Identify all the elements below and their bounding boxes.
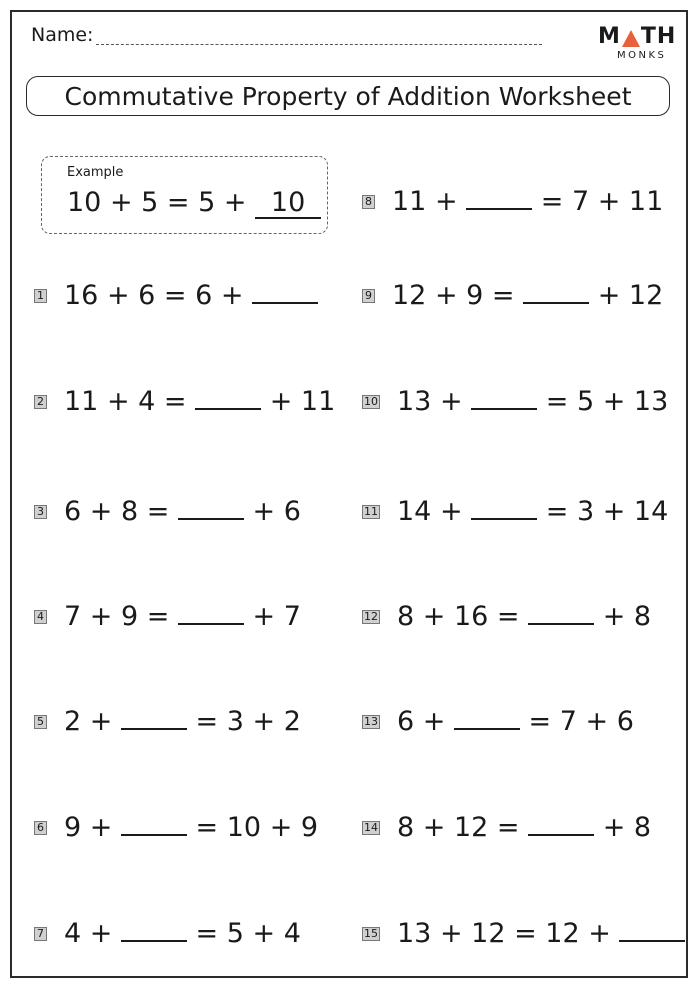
equation-after: = 3 + 2: [186, 706, 301, 737]
equation-before: 16 + 6 = 6 +: [64, 280, 253, 311]
problem-3: [34, 496, 301, 527]
example-equation: [67, 187, 321, 219]
answer-blank[interactable]: [178, 496, 244, 520]
problem-2: [34, 386, 335, 417]
problem-5: [34, 706, 301, 737]
equation-before: 2 +: [64, 706, 121, 737]
equation: [397, 601, 651, 632]
problem-number: 2: [34, 395, 47, 409]
problem-number: 8: [362, 195, 375, 209]
equation: [397, 386, 668, 417]
equation-before: 8 + 16 =: [397, 601, 529, 632]
equation: [64, 280, 318, 311]
equation-before: 7 + 9 =: [64, 601, 178, 632]
problem-10: [362, 386, 668, 417]
problem-number: 11: [364, 505, 378, 518]
equation-before: 13 +: [397, 386, 472, 417]
example-prefix: 10 + 5 = 5 +: [67, 187, 256, 218]
answer-blank[interactable]: [619, 918, 685, 942]
name-input-line[interactable]: [96, 44, 542, 45]
equation-before: 11 + 4 =: [64, 386, 196, 417]
example-box: [41, 156, 328, 234]
answer-blank[interactable]: [195, 386, 261, 410]
answer-blank[interactable]: [528, 812, 594, 836]
equation: [397, 918, 685, 949]
problem-number: 1: [34, 289, 47, 303]
math-monks-logo: [598, 26, 678, 61]
equation-after: + 8: [594, 812, 652, 843]
problem-15: [362, 918, 685, 949]
equation-after: + 8: [594, 601, 652, 632]
equation: [397, 706, 634, 737]
example-answer: 10: [255, 189, 321, 219]
problem-number: 6: [34, 821, 47, 835]
problem-6: [34, 812, 318, 843]
example-label: Example: [67, 165, 124, 180]
problem-14: [362, 812, 651, 843]
answer-blank[interactable]: [121, 918, 187, 942]
answer-blank[interactable]: [528, 601, 594, 625]
equation: [64, 918, 301, 949]
problem-number: 15: [364, 927, 378, 940]
problem-1: [34, 280, 318, 311]
problem-number: 3: [34, 505, 47, 519]
problem-4: [34, 601, 301, 632]
logo-th: TH: [640, 24, 677, 49]
answer-blank[interactable]: [178, 601, 244, 625]
equation: [64, 386, 335, 417]
problem-number: 5: [34, 715, 47, 729]
problem-number: 7: [34, 927, 47, 941]
answer-blank[interactable]: [523, 280, 589, 304]
problem-8: [362, 186, 663, 217]
equation-before: 14 +: [397, 496, 472, 527]
answer-blank[interactable]: [454, 706, 520, 730]
problem-number: 10: [364, 395, 378, 408]
problem-7: [34, 918, 301, 949]
name-label: Name:: [31, 24, 94, 46]
logo-m: M: [598, 24, 621, 49]
problem-number: 14: [364, 821, 378, 834]
equation-after: = 10 + 9: [186, 812, 319, 843]
problem-11: [362, 496, 668, 527]
equation-before: 4 +: [64, 918, 121, 949]
equation-after: = 7 + 11: [532, 186, 664, 217]
equation-before: 6 + 8 =: [64, 496, 178, 527]
problem-number: 12: [364, 610, 378, 623]
equation-before: 13 + 12 = 12 +: [397, 918, 620, 949]
equation: [392, 280, 663, 311]
logo-subtitle: MONKS: [617, 50, 667, 61]
equation-after: + 7: [243, 601, 301, 632]
answer-blank[interactable]: [471, 386, 537, 410]
equation-after: = 5 + 13: [537, 386, 669, 417]
problem-number: 13: [364, 715, 378, 728]
problem-number: 4: [34, 610, 47, 624]
answer-blank[interactable]: [121, 812, 187, 836]
equation-after: = 7 + 6: [519, 706, 634, 737]
equation-before: 8 + 12 =: [397, 812, 529, 843]
problem-9: [362, 280, 663, 311]
equation: [397, 812, 651, 843]
equation-before: 12 + 9 =: [392, 280, 524, 311]
equation: [397, 496, 668, 527]
problem-12: [362, 601, 651, 632]
equation: [64, 496, 301, 527]
equation: [64, 812, 318, 843]
equation-before: 9 +: [64, 812, 121, 843]
equation-before: 6 +: [397, 706, 454, 737]
answer-blank[interactable]: [121, 706, 187, 730]
equation-after: + 11: [261, 386, 336, 417]
problem-13: [362, 706, 634, 737]
equation: [64, 706, 301, 737]
answer-blank[interactable]: [252, 280, 318, 304]
equation-after: + 12: [589, 280, 664, 311]
equation-before: 11 +: [392, 186, 467, 217]
answer-blank[interactable]: [471, 496, 537, 520]
equation: [392, 186, 663, 217]
problem-number: 9: [362, 289, 375, 303]
equation-after: = 5 + 4: [186, 918, 301, 949]
answer-blank[interactable]: [466, 186, 532, 210]
logo-triangle-icon: [622, 30, 640, 47]
equation-after: = 3 + 14: [537, 496, 669, 527]
equation: [64, 601, 301, 632]
equation-after: + 6: [243, 496, 301, 527]
worksheet-title: Commutative Property of Addition Worksheet: [26, 76, 670, 116]
